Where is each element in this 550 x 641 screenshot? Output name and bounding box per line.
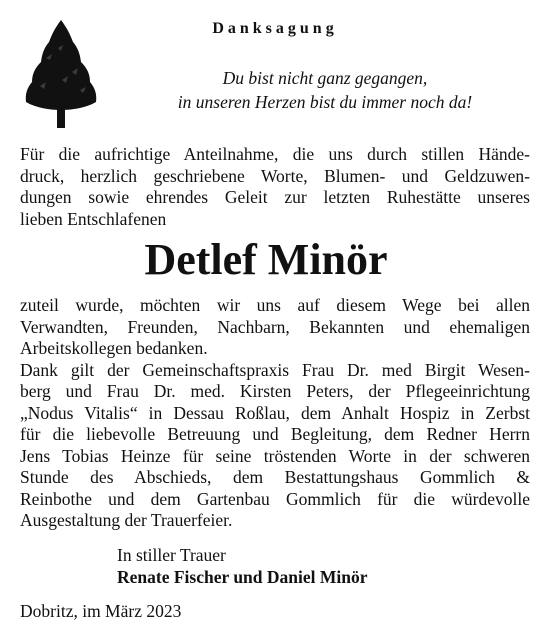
text-line: berg und Frau Dr. med. Kirsten Peters, der Pflegeeinrichtung	[20, 381, 530, 401]
intro-paragraph	[20, 144, 530, 230]
text-line: Stunde des Abschieds, dem Bestattungshaus Gommlich &	[20, 467, 530, 487]
text-line: Reinbothe und dem Gartenbau Gommlich für die würdevolle	[20, 488, 530, 509]
notice-heading: Danksagung	[212, 20, 338, 37]
text-line: Dank gilt der Gemeinschaftspraxis Frau Dr. med Birgit Wesen-	[20, 359, 530, 380]
signature-block	[117, 544, 368, 588]
text-line: Für die aufrichtige Anteilnahme, die uns durch stillen Hände-	[20, 144, 530, 164]
signature-line: In stiller Trauer	[117, 545, 226, 565]
text-line: Jens Tobias Heinze für seine tröstenden Worte in der schweren	[20, 445, 530, 466]
deceased-name: Detlef Minör	[144, 235, 388, 284]
place-date: Dobritz, im März 2023	[20, 601, 182, 621]
signature-names: Renate Fischer und Daniel Minör	[117, 567, 368, 587]
text-line: Arbeitskollegen bedanken.	[20, 338, 208, 358]
text-line: dungen sowie ehrendes Geleit zur letzten Ruhestätte unseres	[20, 187, 530, 207]
body-paragraph	[20, 295, 530, 532]
verse-line: in unseren Herzen bist du immer noch da!	[177, 92, 473, 112]
text-line: Ausgestaltung der Trauerfeier.	[20, 510, 233, 530]
text-line: druck, herzlich geschriebene Worte, Blumen- und Geldzuwen-	[20, 165, 530, 186]
text-line: zuteil wurde, möchten wir uns auf diesem Wege bei allen	[20, 295, 530, 315]
verse-line: Du bist nicht ganz gegangen,	[222, 68, 428, 88]
text-line: „Nodus Vitalis“ in Dessau Roßlau, dem Anhalt Hospiz in Zerbst	[20, 402, 530, 423]
memorial-verse	[100, 66, 550, 114]
text-line: lieben Entschlafenen	[20, 208, 167, 229]
text-line: Verwandten, Freunden, Nachbarn, Bekannten und ehemaligen	[20, 316, 530, 337]
tree-icon	[22, 18, 100, 130]
text-line: für die liebevolle Betreuung und Begleitung, dem Redner Herrn	[20, 424, 530, 444]
